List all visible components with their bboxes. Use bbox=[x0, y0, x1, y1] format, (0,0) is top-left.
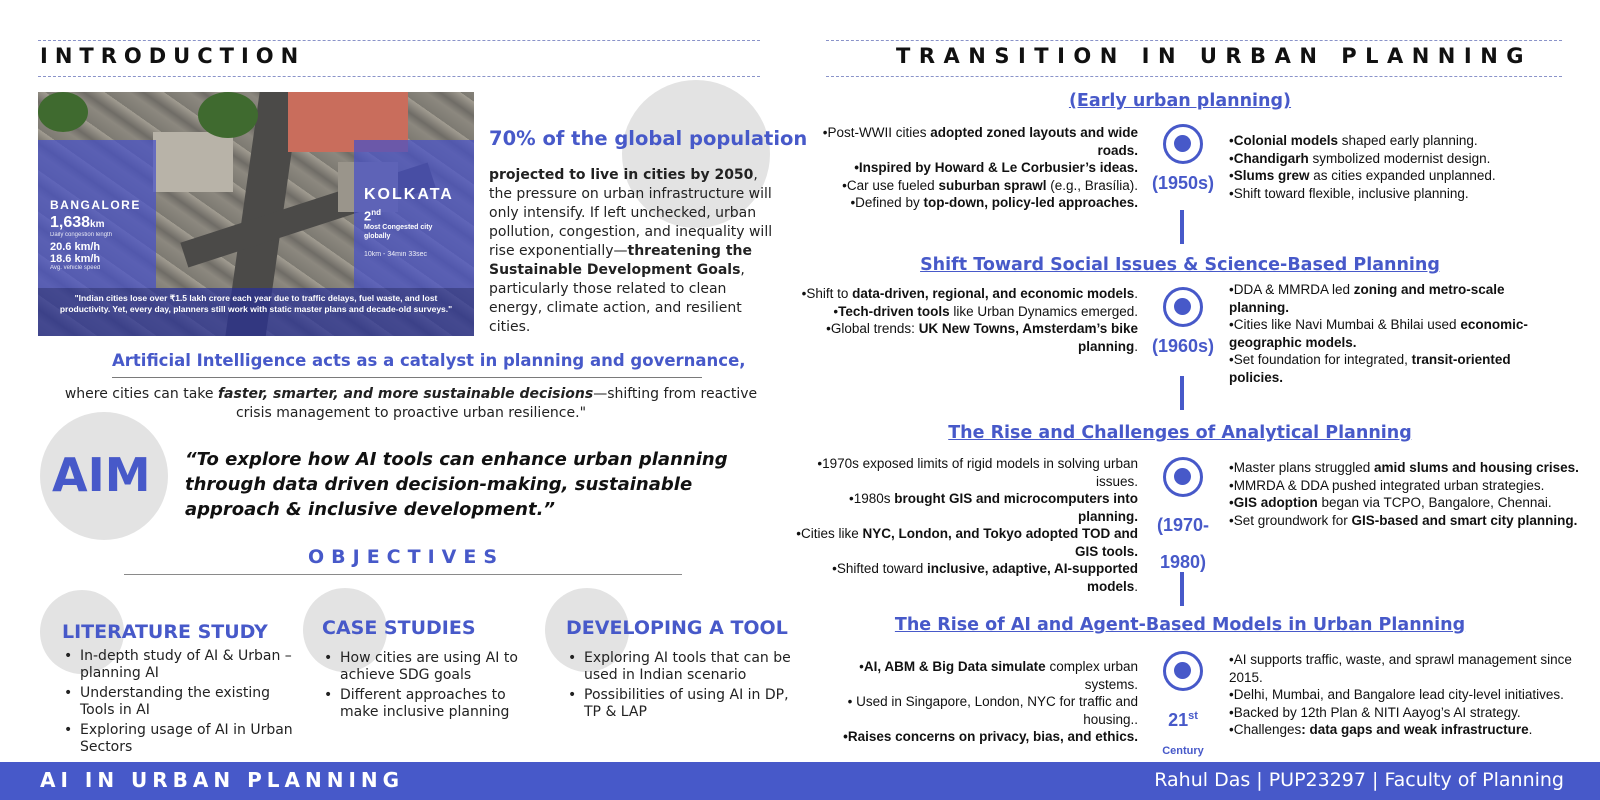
objectives-rule bbox=[124, 574, 682, 575]
era-21st-global: •AI, ABM & Big Data simulate complex urban systems. • Used in Singapore, London, NYC for traffic and housing.. •Raises concerns on privacy, bias, and ethics. bbox=[843, 659, 1138, 744]
bangalore-length-caption: Daily congestion length bbox=[50, 232, 113, 238]
era-year-sup: st bbox=[1188, 710, 1198, 722]
timeline-connector bbox=[1180, 376, 1184, 410]
list-item: • How cities are using AI to achieve SDG goals bbox=[322, 650, 540, 684]
photo-building bbox=[153, 132, 233, 192]
stat-body-bold1: projected to live in cities by 2050 bbox=[489, 167, 754, 183]
list-item: • Understanding the existing Tools in AI bbox=[62, 685, 294, 719]
bangalore-length bbox=[50, 214, 156, 232]
era-year-1960s: (1960s) bbox=[1151, 336, 1215, 356]
era-year-1970-1980 bbox=[1143, 507, 1223, 581]
stat-body-bold2: threatening the Sustainable Development Goals bbox=[489, 243, 752, 278]
catalyst-body bbox=[48, 385, 774, 423]
stat-body-1: , the pressure on urban infrastructure will only intensify. If left unchecked, urban pollution, congestion, and inequality will rise exponentially— bbox=[489, 167, 773, 259]
kolkata-rank bbox=[364, 208, 474, 223]
timeline-connector bbox=[1180, 210, 1184, 244]
era-year-1950s: (1950s) bbox=[1151, 173, 1215, 193]
era-1950s-india: •Colonial models shaped early planning. •Chandigarh symbolized modernist design. •Slums grew as cities expanded unplanned. •Shift toward flexible, inclusive planning. bbox=[1229, 133, 1496, 201]
era-21st-india: •AI supports traffic, waste, and sprawl management since 2015. •Delhi, Mumbai, and Bangalore lead city-level initiatives. •Backed by 12th Plan & NITI Aayog’s AI strategy. •Challenges: data gaps and weak infrastructure. bbox=[1229, 652, 1572, 737]
timeline-node-1960s bbox=[1163, 287, 1203, 327]
era-year-line1: (1970- bbox=[1156, 515, 1210, 535]
footer-bar bbox=[0, 762, 1600, 800]
photo-quote: "Indian cities lose over ₹1.5 lakh crore each year due to traffic delays, fuel waste, and lost productivity. Yet, every day, planners still work with static master plans and decade-old surveys." bbox=[38, 288, 474, 336]
transition-title: TRANSITION IN URBAN PLANNING bbox=[896, 44, 1533, 68]
aim-label: AIM bbox=[52, 448, 151, 502]
photo-tree bbox=[38, 92, 88, 132]
timeline-node-21st-century bbox=[1163, 651, 1203, 691]
stat-body-2: , particularly those related to clean energy, climate action, and resilient cities. bbox=[489, 262, 745, 335]
intro-bottom-rule bbox=[38, 76, 760, 77]
era-year-line2: 1980) bbox=[1159, 552, 1207, 572]
era-heading-1970-1980: The Rise and Challenges of Analytical Planning bbox=[948, 423, 1412, 443]
bangalore-speed1: 20.6 km/h bbox=[50, 241, 101, 253]
objective-list-literature bbox=[62, 648, 294, 759]
photo-tree bbox=[198, 92, 258, 138]
list-item: • In-depth study of AI & Urban –planning AI bbox=[62, 648, 294, 682]
bangalore-panel bbox=[38, 140, 156, 288]
bangalore-length-unit: km bbox=[90, 219, 105, 230]
timeline-node-1970-1980 bbox=[1163, 457, 1203, 497]
kolkata-rank-value: 2 bbox=[364, 208, 372, 224]
objective-list-developing-tool bbox=[566, 650, 806, 724]
era-heading-21st-century: The Rise of AI and Agent-Based Models in Urban Planning bbox=[894, 615, 1466, 635]
era-year-21st-century bbox=[1143, 710, 1223, 731]
kolkata-panel bbox=[354, 140, 474, 288]
era-1960s-global: •Shift to data-driven, regional, and economic models. •Tech-driven tools like Urban Dynamics emerged. •Global trends: UK New Towns, Amsterdam’s bike planning. bbox=[801, 286, 1138, 354]
catalyst-heading: Artificial Intelligence acts as a catalyst in planning and governance, bbox=[112, 351, 746, 370]
bangalore-speed2: 18.6 km/h bbox=[50, 253, 101, 265]
intro-top-rule bbox=[38, 40, 760, 41]
era-1970s-global: •1970s exposed limits of rigid models in solving urban issues. •1980s brought GIS and microcomputers into planning. •Cities like NYC, London, and Tokyo adopted TOD and GIS tools. •Shifted toward inclusive, adaptive, AI-supported models. bbox=[796, 456, 1138, 594]
bangalore-length-value: 1,638 bbox=[50, 214, 91, 231]
kolkata-rank-caption: Most Congested city globally bbox=[364, 224, 433, 241]
list-item: • Exploring AI tools that can be used in Indian scenario bbox=[566, 650, 806, 684]
kolkata-rank-suffix: nd bbox=[371, 208, 382, 217]
catalyst-pre: where cities can take bbox=[64, 386, 218, 402]
catalyst-post: —shifting from reactive crisis management to proactive urban resilience." bbox=[235, 386, 758, 421]
catalyst-rule bbox=[112, 377, 702, 378]
era-heading-1950s: (Early urban planning) bbox=[1068, 91, 1292, 111]
intro-title: INTRODUCTION bbox=[40, 44, 306, 68]
stat-heading: 70% of the global population bbox=[489, 127, 808, 150]
timeline-node-1950s bbox=[1163, 124, 1203, 164]
aim-text: “To explore how AI tools can enhance urban planning through data driven decision-making, sustainable approach & inclusive development.” bbox=[185, 449, 728, 520]
list-item: • Different approaches to make inclusive planning bbox=[322, 687, 540, 721]
catalyst-bold: faster, smarter, and more sustainable decisions bbox=[217, 386, 594, 402]
footer-project-title: AI IN URBAN PLANNING bbox=[40, 768, 405, 792]
kolkata-aerial-photo bbox=[38, 92, 474, 336]
objective-title-developing-tool: DEVELOPING A TOOL bbox=[566, 617, 788, 639]
objectives-title: OBJECTIVES bbox=[308, 546, 505, 568]
kolkata-time: 10km - 34min 33sec bbox=[364, 251, 428, 259]
footer-author: Rahul Das | PUP23297 | Faculty of Planning bbox=[1154, 769, 1564, 791]
era-heading-1960s: Shift Toward Social Issues & Science-Based Planning bbox=[920, 255, 1440, 275]
era-1970s-india: •Master plans struggled amid slums and housing crises. •MMRDA & DDA pushed integrated urban strategies. •GIS adoption began via TCPO, Bangalore, Chennai. •Set groundwork for GIS-based and smart city planning. bbox=[1229, 460, 1579, 528]
list-item: • Exploring usage of AI in Urban Sectors bbox=[62, 722, 294, 756]
objective-title-case-studies: CASE STUDIES bbox=[322, 617, 476, 639]
era-year-main: 21 bbox=[1168, 710, 1189, 730]
list-item: • Possibilities of using AI in DP, TP & LAP bbox=[566, 687, 806, 721]
bangalore-city: BANGALORE bbox=[50, 198, 141, 212]
objective-title-literature: LITERATURE STUDY bbox=[62, 621, 268, 643]
transition-top-rule bbox=[826, 40, 1562, 41]
objective-list-case-studies bbox=[322, 650, 540, 724]
transition-bottom-rule bbox=[826, 76, 1562, 77]
era-year-century: Century bbox=[1162, 745, 1204, 757]
era-1960s-india: •DDA & MMRDA led zoning and metro-scale planning. •Cities like Navi Mumbai & Bhilai used economic-geographic models. •Set foundation for integrated, transit-oriented policies. bbox=[1229, 282, 1528, 385]
kolkata-city: KOLKATA bbox=[364, 186, 454, 203]
stat-body bbox=[489, 166, 779, 337]
timeline-connector bbox=[1180, 572, 1184, 606]
era-1950s-global: •Post-WWII cities adopted zoned layouts and wide roads. •Inspired by Howard & Le Corbusier’s ideas. •Car use fueled suburban sprawl (e.g., Brasília). •Defined by top-down, policy-led approaches. bbox=[822, 125, 1138, 210]
bangalore-speed-caption: Avg. vehicle speed bbox=[50, 265, 101, 271]
